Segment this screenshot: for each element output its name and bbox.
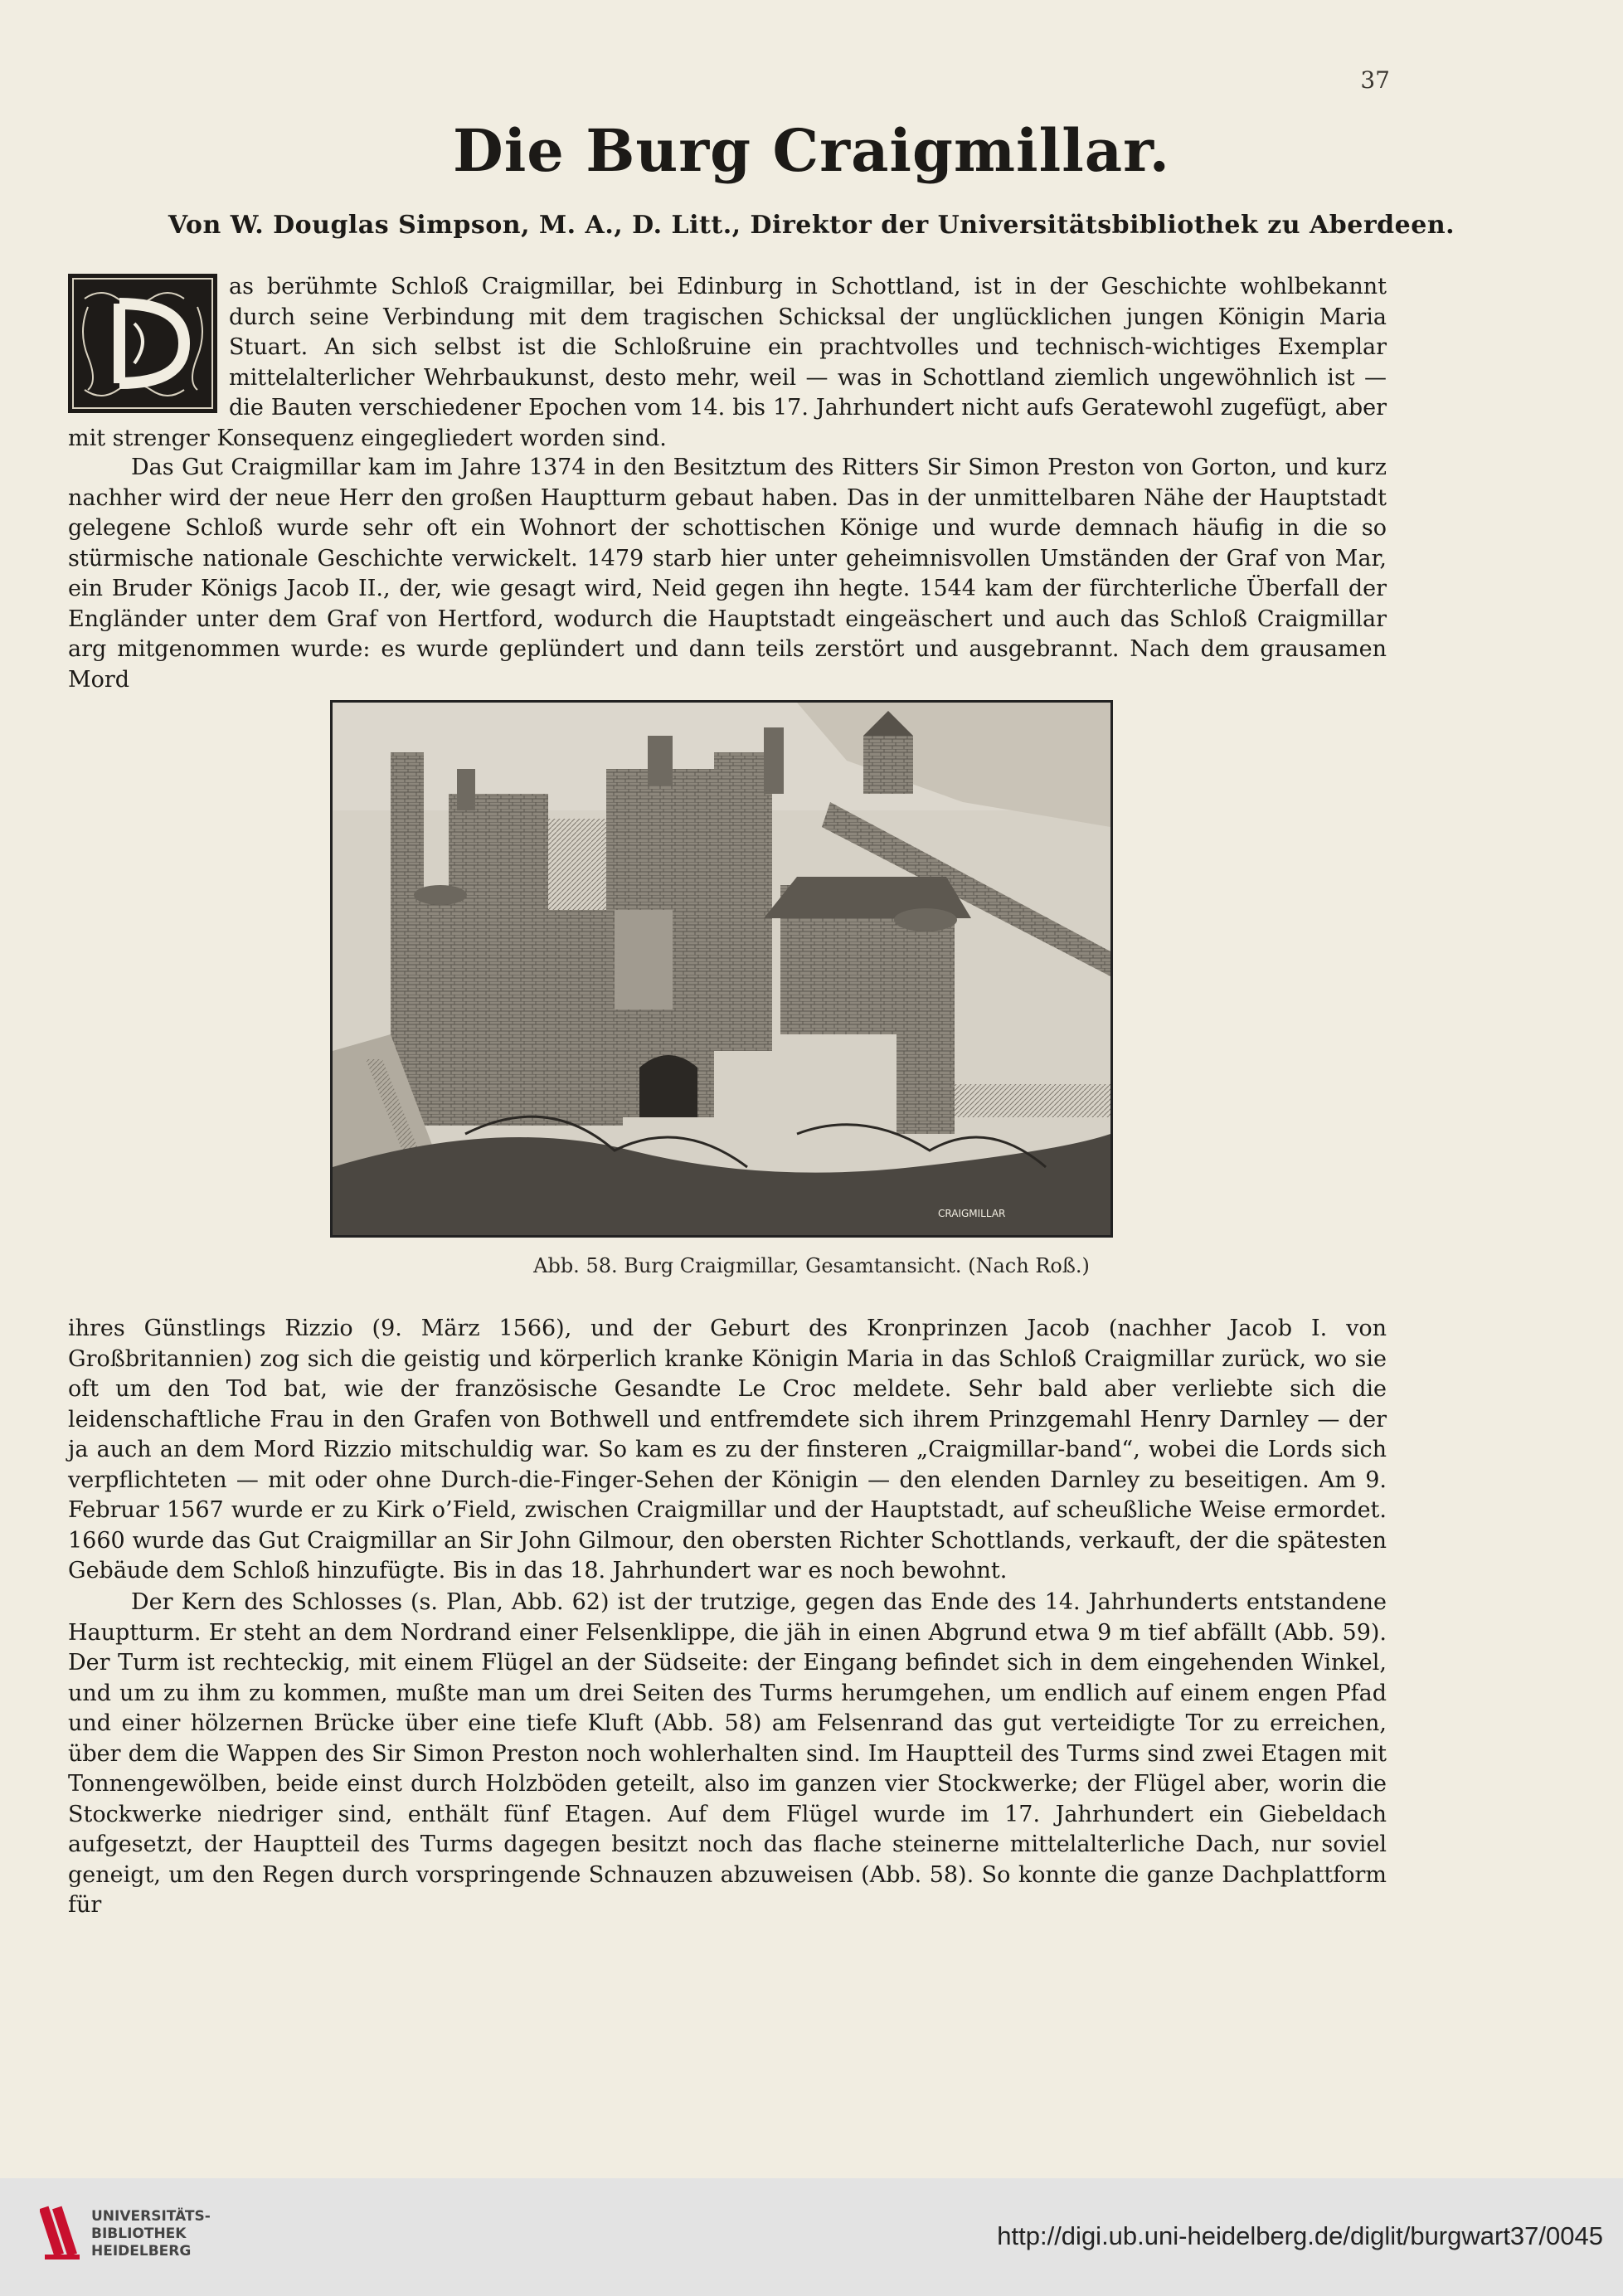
- illustration-inscription: CRAIGMILLAR: [938, 1208, 1006, 1219]
- article-byline: Von W. Douglas Simpson, M. A., D. Litt., Direktor der Universitätsbibliothek zu Aberdeen.: [168, 211, 1455, 240]
- university-library-logo: [40, 2198, 86, 2268]
- page-number: 37: [1360, 66, 1390, 94]
- paragraph-4: Der Kern des Schlosses (s. Plan, Abb. 62) ist der trutzige, gegen das Ende des 14. Jahrhunderts entstandene Hauptturm. Er steht an dem Nordrand einer Felsenklippe, die jäh in einen Abgrund etwa 9 m tief abfällt (Abb. 59). Der Turm ist rechteckig, mit einem Flügel an der Südseite: der Eingang befindet sich in dem eingehenden Winkel, und um zu ihm zu kommen, mußte man um drei Seiten des Turms herumgehen, um endlich auf einem engen Pfad und einer hölzernen Brücke über eine tiefe Kluft (Abb. 58) am Felsenrand das gut verteidigte Tor zu erreichen, über dem die Wappen des Sir Simon Preston noch wohlerhalten sind. Im Hauptteil des Turms sind zwei Etagen mit Tonnengewölben, beide einst durch Holzböden geteilt, also im ganzen vier Stockwerke; der Flügel aber, worin die Stockwerke niedriger sind, enthält fünf Etagen. Auf dem Flügel wurde im 17. Jahrhundert ein Giebeldach aufgesetzt, der Hauptteil des Turms dagegen besitzt noch das flache steinerne mittelalterliche Dach, nur soviel geneigt, um den Regen durch vorspringende Schnauzen abzuweisen (Abb. 58). So konnte die ganze Dachplattform für: [68, 1589, 1387, 1918]
- decorated-initial-d: [68, 274, 217, 413]
- castle-illustration: [330, 700, 1113, 1238]
- digitization-footer: [0, 2178, 1623, 2296]
- permalink-url[interactable]: http://digi.ub.uni-heidelberg.de/diglit/burgwart37/0045: [997, 2221, 1603, 2250]
- figure-caption: Abb. 58. Burg Craigmillar, Gesamtansicht. (Nach Roß.): [533, 1254, 1090, 1277]
- paragraph-1-text: as berühmte Schloß Craigmillar, bei Edinburg in Schottland, ist in der Geschichte wohlbekannt durch seine Verbindung mit dem tragischen Schicksal der unglücklichen jungen Königin Maria Stuart. An sich selbst ist die Schloßruine ein prachtvolles und technisch-wichtiges Exemplar mittelalterlicher Wehrbaukunst, desto mehr, weil — was in Schottland ziemlich ungewöhnlich ist — die Bauten verschiedener Epochen vom 14. bis 17. Jahrhundert nicht aufs Geratewohl zugefügt, aber mit strenger Konsequenz eingegliedert worden sind.: [68, 274, 1387, 451]
- paragraph-1: [68, 272, 1387, 454]
- article-title: Die Burg Craigmillar.: [453, 116, 1170, 185]
- university-library-name: UNIVERSITÄTS- BIBLIOTHEK HEIDELBERG: [91, 2208, 211, 2260]
- paragraph-2: Das Gut Craigmillar kam im Jahre 1374 in den Besitztum des Ritters Sir Simon Preston von Gorton, und kurz nachher wird der neue Herr den großen Hauptturm gebaut haben. Das in der unmittelbaren Nähe der Hauptstadt gelegene Schloß wurde sehr oft ein Wohnort der schottischen Könige und wurde demnach häufig in die so stürmische nationale Geschichte verwickelt. 1479 starb hier unter geheimnisvollen Umständen der Graf von Mar, ein Bruder Königs Jacob II., der, wie gesagt wird, Neid gegen ihn hegte. 1544 kam der fürchterliche Überfall der Engländer unter dem Graf von Hertford, wodurch die Hauptstadt eingeäschert und auch das Schloß Craigmillar arg mitgenommen wurde: es wurde geplündert und dann teils zerstört und ausgebrannt. Nach dem grausamen Mord: [68, 455, 1387, 693]
- paragraph-3: ihres Günstlings Rizzio (9. März 1566), und der Geburt des Kronprinzen Jacob (nachher Jacob I. von Großbritannien) zog sich die geistig und körperlich kranke Königin Maria in das Schloß Craigmillar zurück, wo sie oft um den Tod bat, wie der französische Gesandte Le Croc meldete. Sehr bald aber verliebte sich die leidenschaftliche Frau in den Grafen von Bothwell und entfremdete sich ihrem Prinzgemahl Henry Darnley — der ja auch an dem Mord Rizzio mitschuldig war. So kam es zu der finsteren „Craigmillar-band“, wobei die Lords sich verpflichteten — mit oder ohne Durch-die-Finger-Sehen der Königin — den elenden Darnley zu beseitigen. Am 9. Februar 1567 wurde er zu Kirk o’Field, zwischen Craigmillar und der Hauptstadt, auf scheußliche Weise ermordet. 1660 wurde das Gut Craigmillar an Sir John Gilmour, den obersten Richter Schottlands, verkauft, der die spätesten Gebäude dem Schloß hinzufügte. Bis in das 18. Jahrhundert war es noch bewohnt.: [68, 1316, 1387, 1583]
